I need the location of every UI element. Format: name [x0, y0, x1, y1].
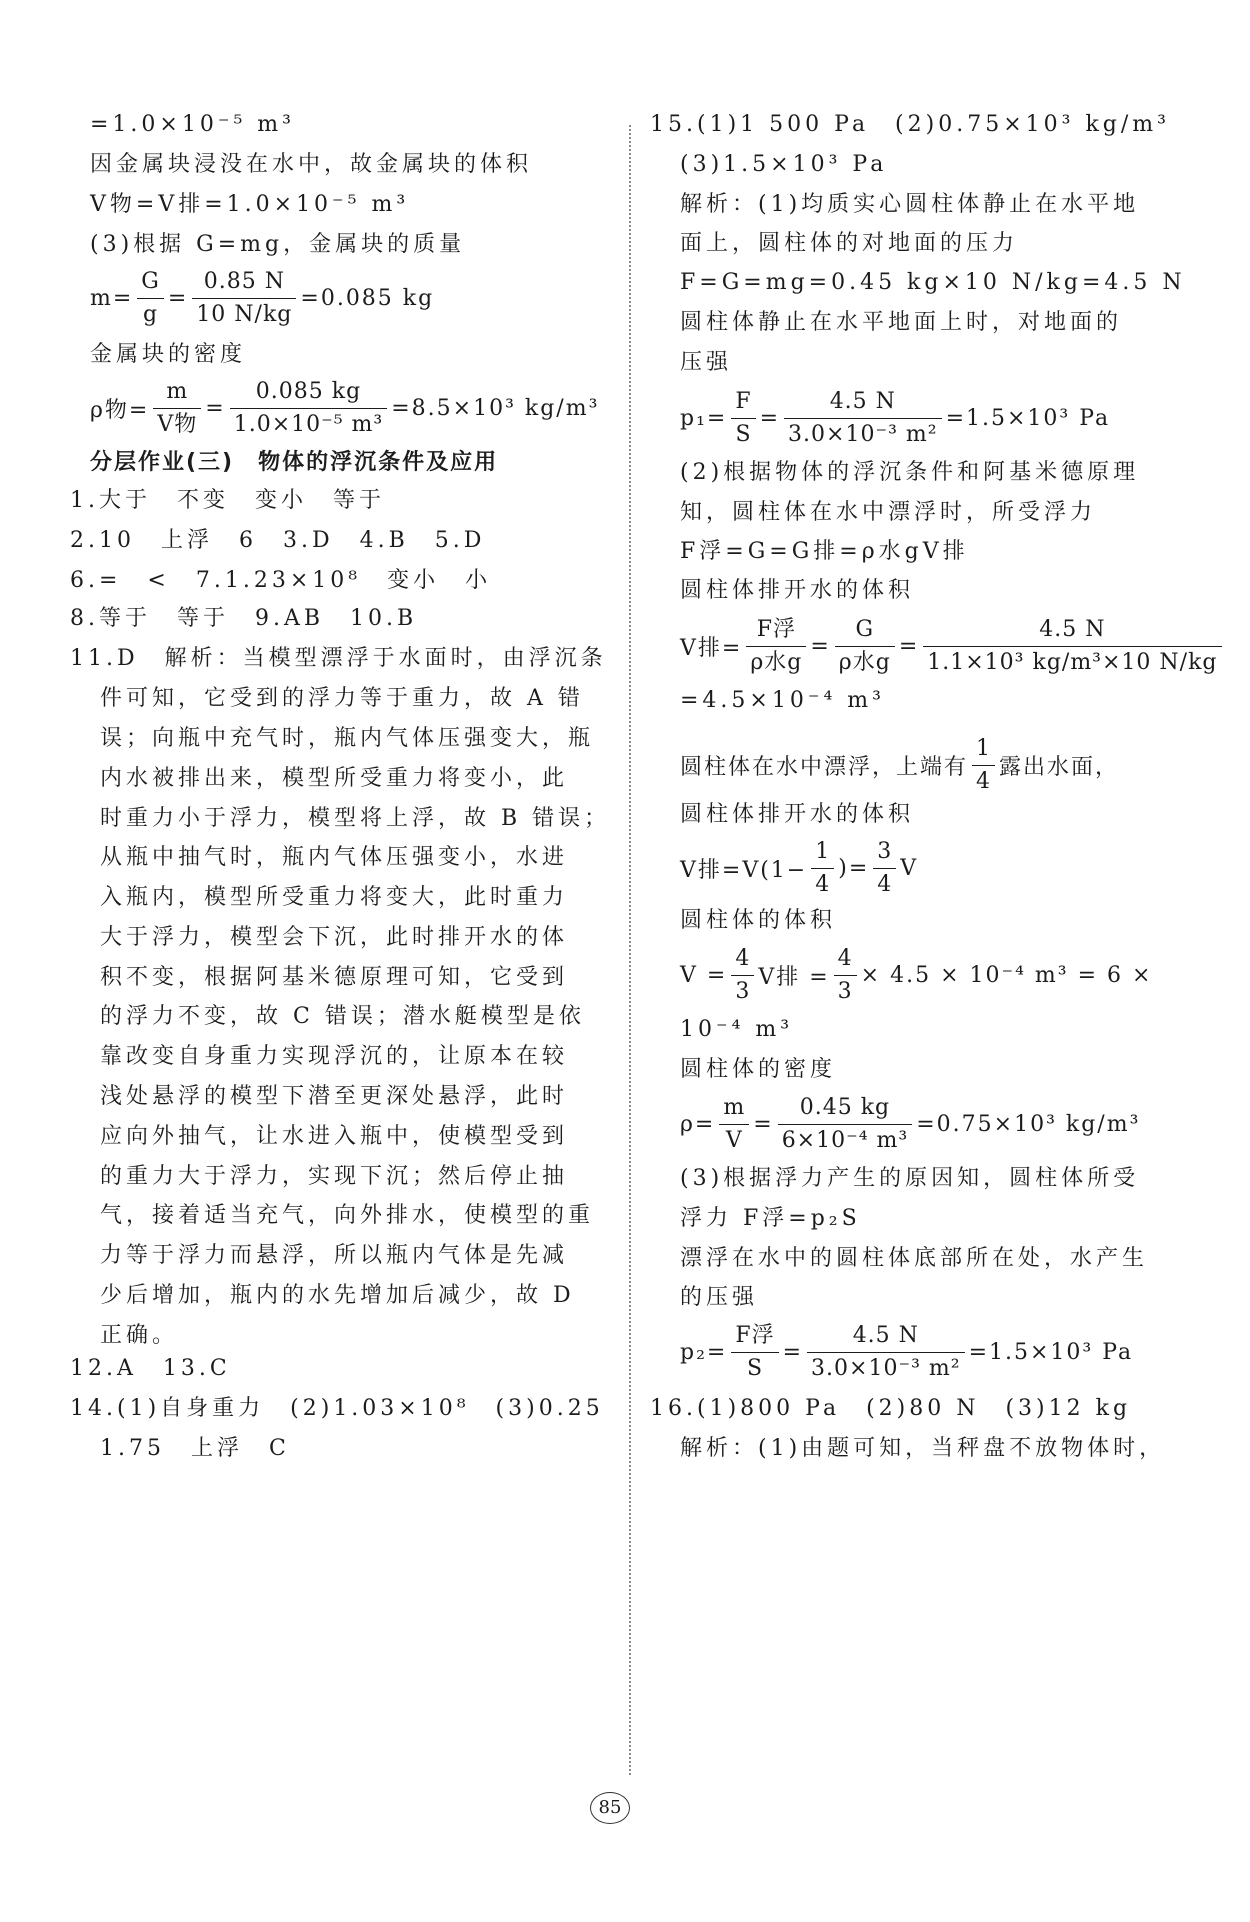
- answer-line: 的压强: [680, 1285, 759, 1310]
- answer-line: 从瓶中抽气时，瓶内气体压强变小，水进: [100, 845, 569, 870]
- answer-line: 时重力小于浮力，模型将上浮，故 B 错误；: [100, 806, 611, 831]
- answer-line: 少后增加，瓶内的水先增加后减少，故 D: [100, 1283, 575, 1308]
- answer-line: 圆柱体排开水的体积: [680, 802, 915, 827]
- answer-line: F浮=G=G排=ρ水gV排: [680, 539, 969, 564]
- formula-line: 圆柱体在水中漂浮，上端有 $\frac{1}{4}$ 露出水面，: [680, 736, 1120, 794]
- answer-line: (2)根据物体的浮沉条件和阿基米德原理: [680, 460, 1140, 485]
- answer-line: 16.(1)800 Pa (2)80 N (3)12 kg: [650, 1396, 1132, 1421]
- answer-line: 圆柱体排开水的体积: [680, 578, 915, 603]
- formula-line: ρ= $\frac{m}{V}$ = $\frac{0.45 kg}{\text{6×10⁻⁴ m³}}$ =0.75×10³ kg/m³: [680, 1095, 1141, 1153]
- answer-line: 圆柱体的体积: [680, 908, 837, 933]
- answer-line: 的浮力不变，故 C 错误；潜水艇模型是依: [100, 1004, 585, 1029]
- answer-line: 大于浮力，模型会下沉，此时排开水的体: [100, 925, 569, 950]
- answer-line: 11.D 解析：当模型漂浮于水面时，由浮沉条: [70, 646, 607, 671]
- formula-mass: m= $\frac{G}{g}$ = $\frac{0.85 N}{10 N/kg}$ =0.085 kg: [90, 269, 435, 327]
- answer-line: 6.= < 7.1.23×10⁸ 变小 小: [70, 568, 492, 593]
- text-line: (3)根据 G=mg，金属块的质量: [90, 232, 466, 257]
- answer-line: 应向外抽气，让水进入瓶中，使模型受到: [100, 1124, 569, 1149]
- answer-line: 浮力 F浮=p₂S: [680, 1206, 861, 1231]
- answer-line: 入瓶内，模型所受重力将变大，此时重力: [100, 885, 569, 910]
- formula-pressure-1: p₁= $\frac{F}{S}$ = $\frac{4.5 N}{\text{3.0×10⁻³ m²}}$ =1.5×10³ Pa: [680, 389, 1111, 447]
- answer-line: 靠改变自身重力实现浮沉的，让原本在较: [100, 1044, 569, 1069]
- answer-line: 气，接着适当充气，向外排水，使模型的重: [100, 1203, 595, 1228]
- answer-line: 知，圆柱体在水中漂浮时，所受浮力: [680, 500, 1097, 525]
- answer-line: (3)根据浮力产生的原因知，圆柱体所受: [680, 1166, 1140, 1191]
- answer-line: 1.大于 不变 变小 等于: [70, 488, 385, 513]
- formula-density: ρ物= $\frac{m}{\text{V物}}$ = $\frac{0.085 kg}{\text{1.0×10⁻⁵ m³}}$ =8.5×10³ kg/m³: [90, 379, 600, 437]
- column-divider: [629, 125, 631, 1775]
- answer-line: 漂浮在水中的圆柱体底部所在处，水产生: [680, 1246, 1149, 1271]
- formula-line: V = $\frac{4}{3}$ V排 = $\frac{4}{3}$ × 4.5 × 10⁻⁴ m³ = 6 ×: [680, 946, 1153, 1004]
- answer-line: 浅处悬浮的模型下潜至更深处悬浮，此时: [100, 1084, 569, 1109]
- answer-line: 圆柱体静止在水平地面上时，对地面的: [680, 310, 1123, 335]
- answer-line: 正确。: [100, 1323, 179, 1348]
- text-line: 因金属块浸没在水中，故金属块的体积: [90, 152, 533, 177]
- answer-line: 15.(1)1 500 Pa (2)0.75×10³ kg/m³: [650, 112, 1170, 137]
- answer-line: 2.10 上浮 6 3.D 4.B 5.D: [70, 528, 486, 553]
- text-line: V物=V排=1.0×10⁻⁵ m³: [90, 192, 410, 217]
- answer-line: =4.5×10⁻⁴ m³: [680, 688, 885, 713]
- answer-line: (3)1.5×10³ Pa: [680, 152, 888, 177]
- text-line: =1.0×10⁻⁵ m³: [90, 112, 295, 137]
- answer-line: 误；向瓶中充气时，瓶内气体压强变大，瓶: [100, 726, 595, 751]
- page-number: 85: [590, 1792, 630, 1824]
- formula-line: p₂= $\frac{\text{F浮}}{S}$ = $\frac{4.5 N}{\text{3.0×10⁻³ m²}}$ =1.5×10³ Pa: [680, 1323, 1134, 1381]
- answer-line: 10⁻⁴ m³: [680, 1017, 794, 1042]
- answer-line: 1.75 上浮 C: [100, 1436, 290, 1461]
- answer-line: 压强: [680, 350, 733, 375]
- formula-line: V排=V(1− $\frac{1}{4}$ )= $\frac{3}{4}$ V: [680, 839, 919, 897]
- answer-line: 的重力大于浮力，实现下沉；然后停止抽: [100, 1164, 569, 1189]
- answer-line: 力等于浮力而悬浮，所以瓶内气体是先减: [100, 1243, 569, 1268]
- answer-line: 内水被排出来，模型所受重力将变小，此: [100, 766, 569, 791]
- answer-line: 12.A 13.C: [70, 1356, 231, 1381]
- answer-line: 解析：(1)由题可知，当秤盘不放物体时，: [680, 1436, 1166, 1461]
- text-line: 金属块的密度: [90, 342, 247, 367]
- section-heading: 分层作业(三) 物体的浮沉条件及应用: [90, 450, 499, 475]
- answer-line: 8.等于 等于 9.AB 10.B: [70, 606, 418, 631]
- answer-line: 件可知，它受到的浮力等于重力，故 A 错: [100, 686, 584, 711]
- answer-line: 解析：(1)均质实心圆柱体静止在水平地: [680, 192, 1140, 217]
- answer-line: F=G=mg=0.45 kg×10 N/kg=4.5 N: [680, 270, 1186, 295]
- answer-line: 14.(1)自身重力 (2)1.03×10⁸ (3)0.25: [70, 1396, 604, 1421]
- answer-line: 积不变，根据阿基米德原理可知，它受到: [100, 965, 569, 990]
- answer-line: 面上，圆柱体的对地面的压力: [680, 231, 1019, 256]
- formula-displaced-volume: V排= $\frac{\text{F浮}}{\text{ρ水g}}$ = $\frac{G}{\text{ρ水g}}$ = $\frac{4.5 N}{\text{1.1×10³ kg/m³×10 N/kg}}$: [680, 616, 1226, 677]
- answer-line: 圆柱体的密度: [680, 1057, 837, 1082]
